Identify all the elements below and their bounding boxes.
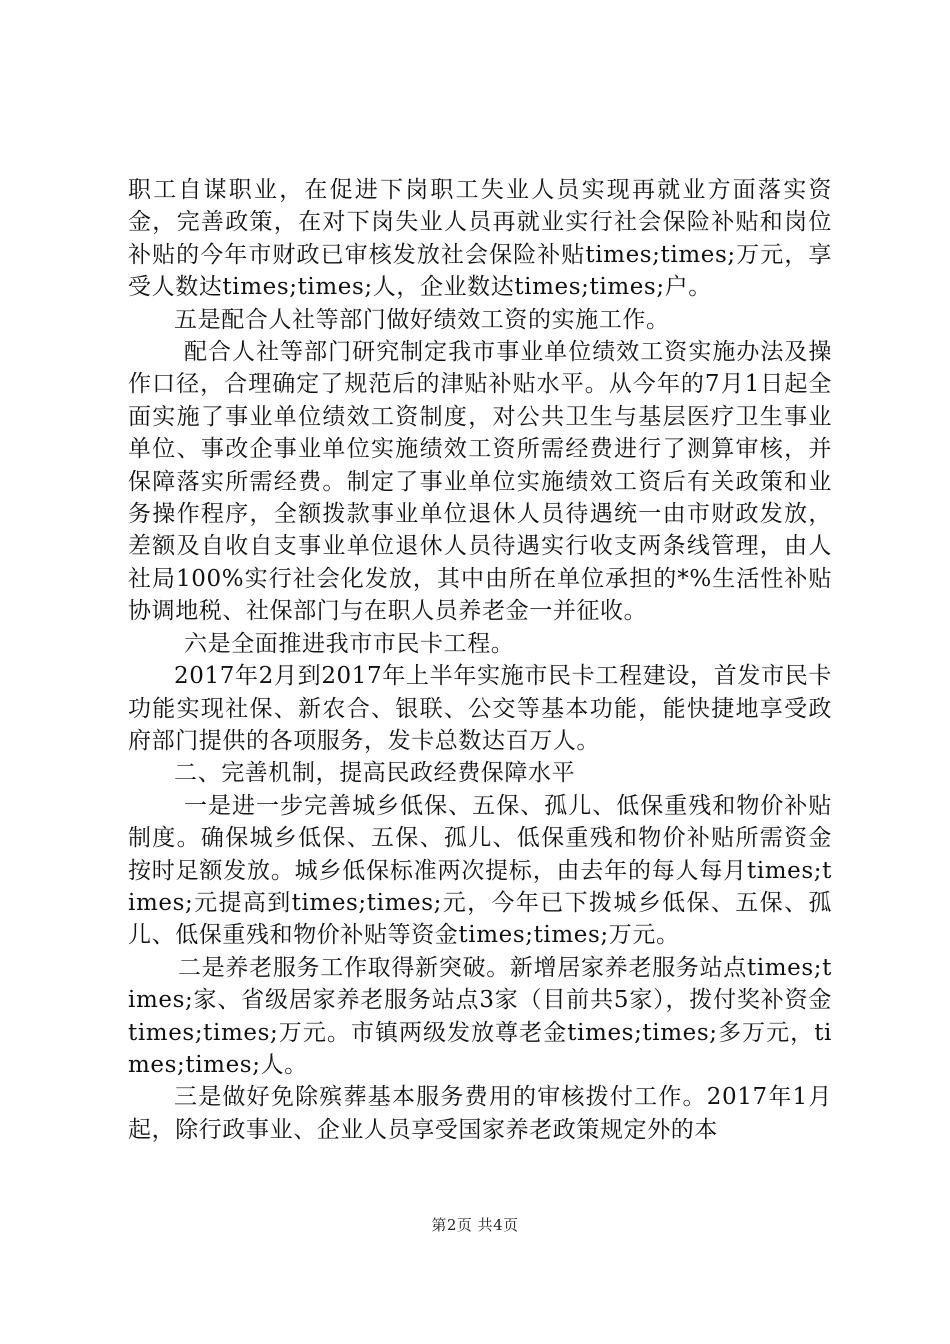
paragraph-citizen-card-detail: 2017年2月到2017年上半年实施市民卡工程建设，首发市民卡功能实现社保、新农合、银联、公交等基本功能，能快捷地享受政府部门提供的各项服务，发卡总数达百万人。	[128, 663, 832, 754]
paragraph-heading-performance-pay: 五是配合人社等部门做好绩效工资的实施工作。	[174, 306, 670, 333]
page-footer	[0, 1214, 950, 1235]
paragraph-low-income-subsidy: 一是进一步完善城乡低保、五保、孤儿、低保重残和物价补贴制度。确保城乡低保、五保、孤儿、低保重残和物价补贴所需资金按时足额发放。城乡低保标准两次提标，由去年的每人每月times;times;元提高到times;times;元，今年已下拨城乡低保、五保、孤儿、低保重残和物价补贴等资金times;times;万元。	[128, 792, 832, 949]
document-body	[128, 174, 832, 1146]
paragraph-heading-citizen-card: 六是全面推进我市市民卡工程。	[184, 630, 515, 657]
paragraph-elderly-services: 二是养老服务工作取得新突破。新增居家养老服务站点times;times;家、省级居家养老服务站点3家（目前共5家），拨付奖补资金times;times;万元。市镇两级发放尊老金times;times;多万元，times;times;人。	[128, 954, 832, 1078]
paragraph-performance-pay-detail: 配合人社等部门研究制定我市事业单位绩效工资实施办法及操作口径，合理确定了规范后的津贴补贴水平。从今年的7月1日起全面实施了事业单位绩效工资制度，对公共卫生与基层医疗卫生事业单位、事改企事业单位实施绩效工资所需经费进行了测算审核，并保障落实所需经费。制定了事业单位实施绩效工资后有关政策和业务操作程序，全额拨款事业单位退休人员待遇统一由市财政发放，差额及自收自支事业单位退休人员待遇实行收支两条线管理，由人社局100%实行社会化发放，其中由所在单位承担的*%生活性补贴协调地税、社保部门与在职人员养老金一并征收。	[128, 339, 832, 625]
paragraph-funeral-services: 三是做好免除殡葬基本服务费用的审核拨付工作。2017年1月起，除行政事业、企业人员享受国家养老政策规定外的本	[128, 1084, 832, 1143]
page-number-label: 第2页 共4页	[431, 1216, 519, 1234]
paragraph-section-heading-civil-affairs: 二、完善机制，提高民政经费保障水平	[174, 760, 576, 787]
paragraph-resettlement-subsidy: 职工自谋职业，在促进下岗职工失业人员实现再就业方面落实资金，完善政策，在对下岗失业人员再就业实行社会保险补贴和岗位补贴的今年市财政已审核发放社会保险补贴times;times;万元，享受人数达times;times;人，企业数达times;times;户。	[128, 177, 832, 301]
